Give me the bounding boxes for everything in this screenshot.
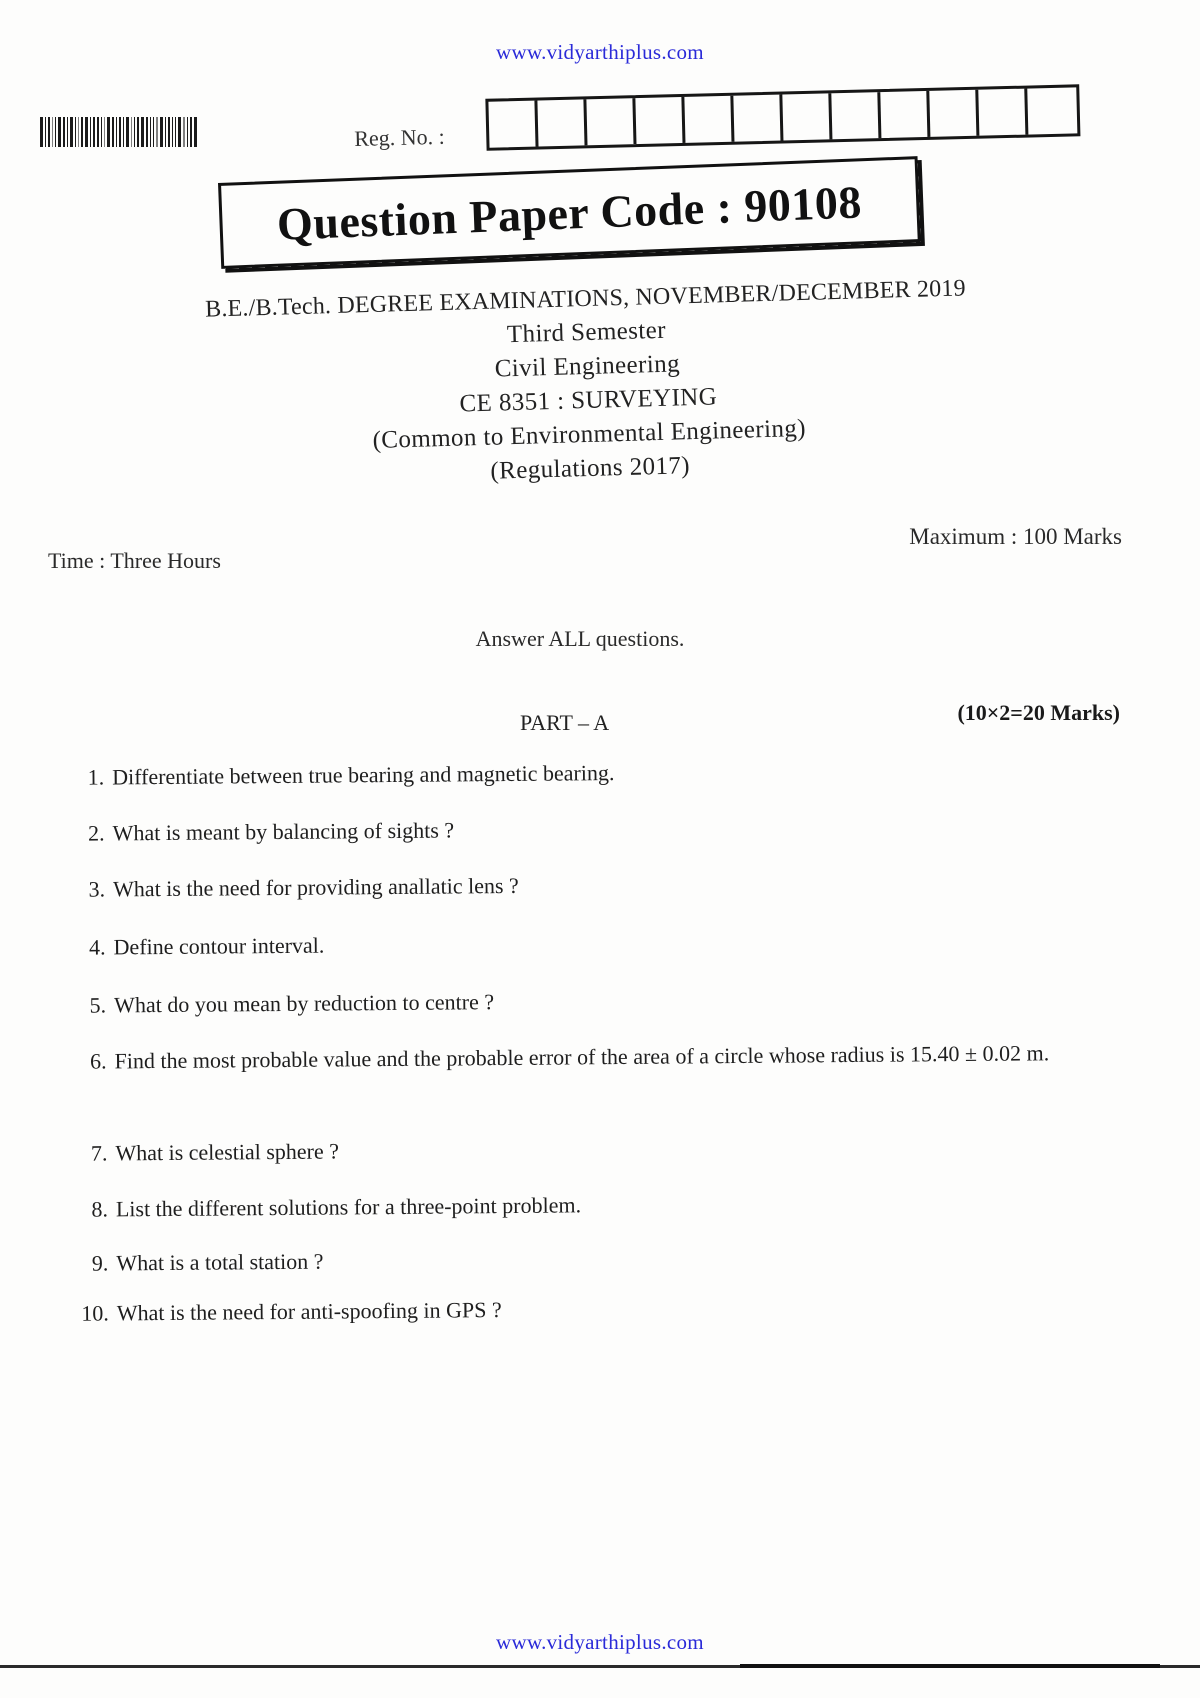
question-item: [53, 1290, 1097, 1329]
common-to: (Common to Environmental Engineering): [372, 414, 807, 454]
part-a-marks: (10×2=20 Marks): [957, 700, 1120, 725]
question-text: What is a total station ?: [116, 1248, 324, 1276]
site-url-bottom[interactable]: www.vidyarthiplus.com: [496, 1630, 704, 1654]
question-item: [50, 1038, 1094, 1077]
question-number: 9.: [91, 1250, 109, 1276]
question-number: 5.: [89, 992, 107, 1018]
reg-no-box[interactable]: [880, 91, 930, 138]
reg-no-boxes: [485, 84, 1080, 150]
question-paper-code: Question Paper Code : 90108: [218, 156, 921, 269]
semester: Third Semester: [506, 316, 667, 349]
reg-no-box[interactable]: [586, 98, 636, 145]
reg-no-box[interactable]: [929, 90, 979, 137]
regulations: (Regulations 2017): [490, 452, 691, 485]
reg-no-label: Reg. No. :: [353, 123, 446, 151]
part-a-title: PART – A: [520, 710, 610, 735]
question-number: 10.: [81, 1300, 109, 1326]
question-item: [50, 982, 1094, 1021]
exam-heading: [80, 268, 1095, 500]
degree-line: B.E./B.Tech. DEGREE EXAMINATIONS, NOVEMBER/DECEMBER 2019: [204, 275, 967, 323]
question-text: Differentiate between true bearing and magnetic bearing.: [112, 760, 615, 790]
question-item: [51, 1130, 1095, 1169]
question-number: 8.: [91, 1196, 109, 1222]
question-text: What do you mean by reduction to centre ?: [114, 989, 495, 1018]
question-number: 6.: [89, 1048, 107, 1074]
question-text: What is celestial sphere ?: [115, 1138, 340, 1166]
course-title: CE 8351 : SURVEYING: [459, 383, 718, 418]
question-text: What is meant by balancing of sights ?: [112, 817, 455, 846]
time-label: Time : Three Hours: [48, 548, 221, 573]
barcode: [40, 117, 236, 147]
question-text: Define contour interval.: [113, 932, 325, 960]
question-number: 3.: [88, 876, 106, 902]
maximum-marks-label: Maximum : 100 Marks: [909, 524, 1122, 549]
reg-no-box[interactable]: [831, 92, 881, 139]
question-item: [48, 810, 1092, 849]
question-item: [49, 924, 1093, 963]
reg-no-box[interactable]: [1027, 87, 1077, 134]
registration-row: [353, 73, 1134, 162]
branch: Civil Engineering: [494, 350, 681, 383]
bottom-rule: [0, 1665, 1200, 1668]
question-item: [52, 1186, 1096, 1225]
question-text: List the different solutions for a three-point problem.: [115, 1192, 582, 1222]
question-number: 1.: [87, 764, 105, 790]
question-text: What is the need for providing anallatic lens ?: [112, 872, 519, 902]
bottom-rule-heavy: [740, 1664, 1160, 1668]
reg-no-box[interactable]: [537, 99, 587, 146]
question-number: 2.: [88, 820, 105, 846]
site-url-top[interactable]: www.vidyarthiplus.com: [496, 40, 704, 64]
question-text: What is the need for anti-spoofing in GPS ?: [116, 1297, 502, 1326]
reg-no-box[interactable]: [684, 96, 734, 143]
reg-no-box[interactable]: [488, 101, 538, 148]
question-item: [52, 1240, 1096, 1279]
question-list: [48, 754, 1088, 1326]
question-number: 4.: [88, 934, 106, 960]
reg-no-box[interactable]: [635, 97, 685, 144]
reg-no-box[interactable]: [782, 93, 832, 140]
question-number: 7.: [90, 1140, 108, 1166]
instruction: Answer ALL questions.: [475, 626, 685, 651]
reg-no-box[interactable]: [733, 95, 783, 142]
question-text: Find the most probable value and the probable error of the area of a circle whose radius is 15.40 ± 0.02 m.: [114, 1040, 1050, 1074]
reg-no-box[interactable]: [978, 89, 1028, 136]
question-item: [48, 754, 1092, 793]
question-item: [49, 866, 1093, 905]
